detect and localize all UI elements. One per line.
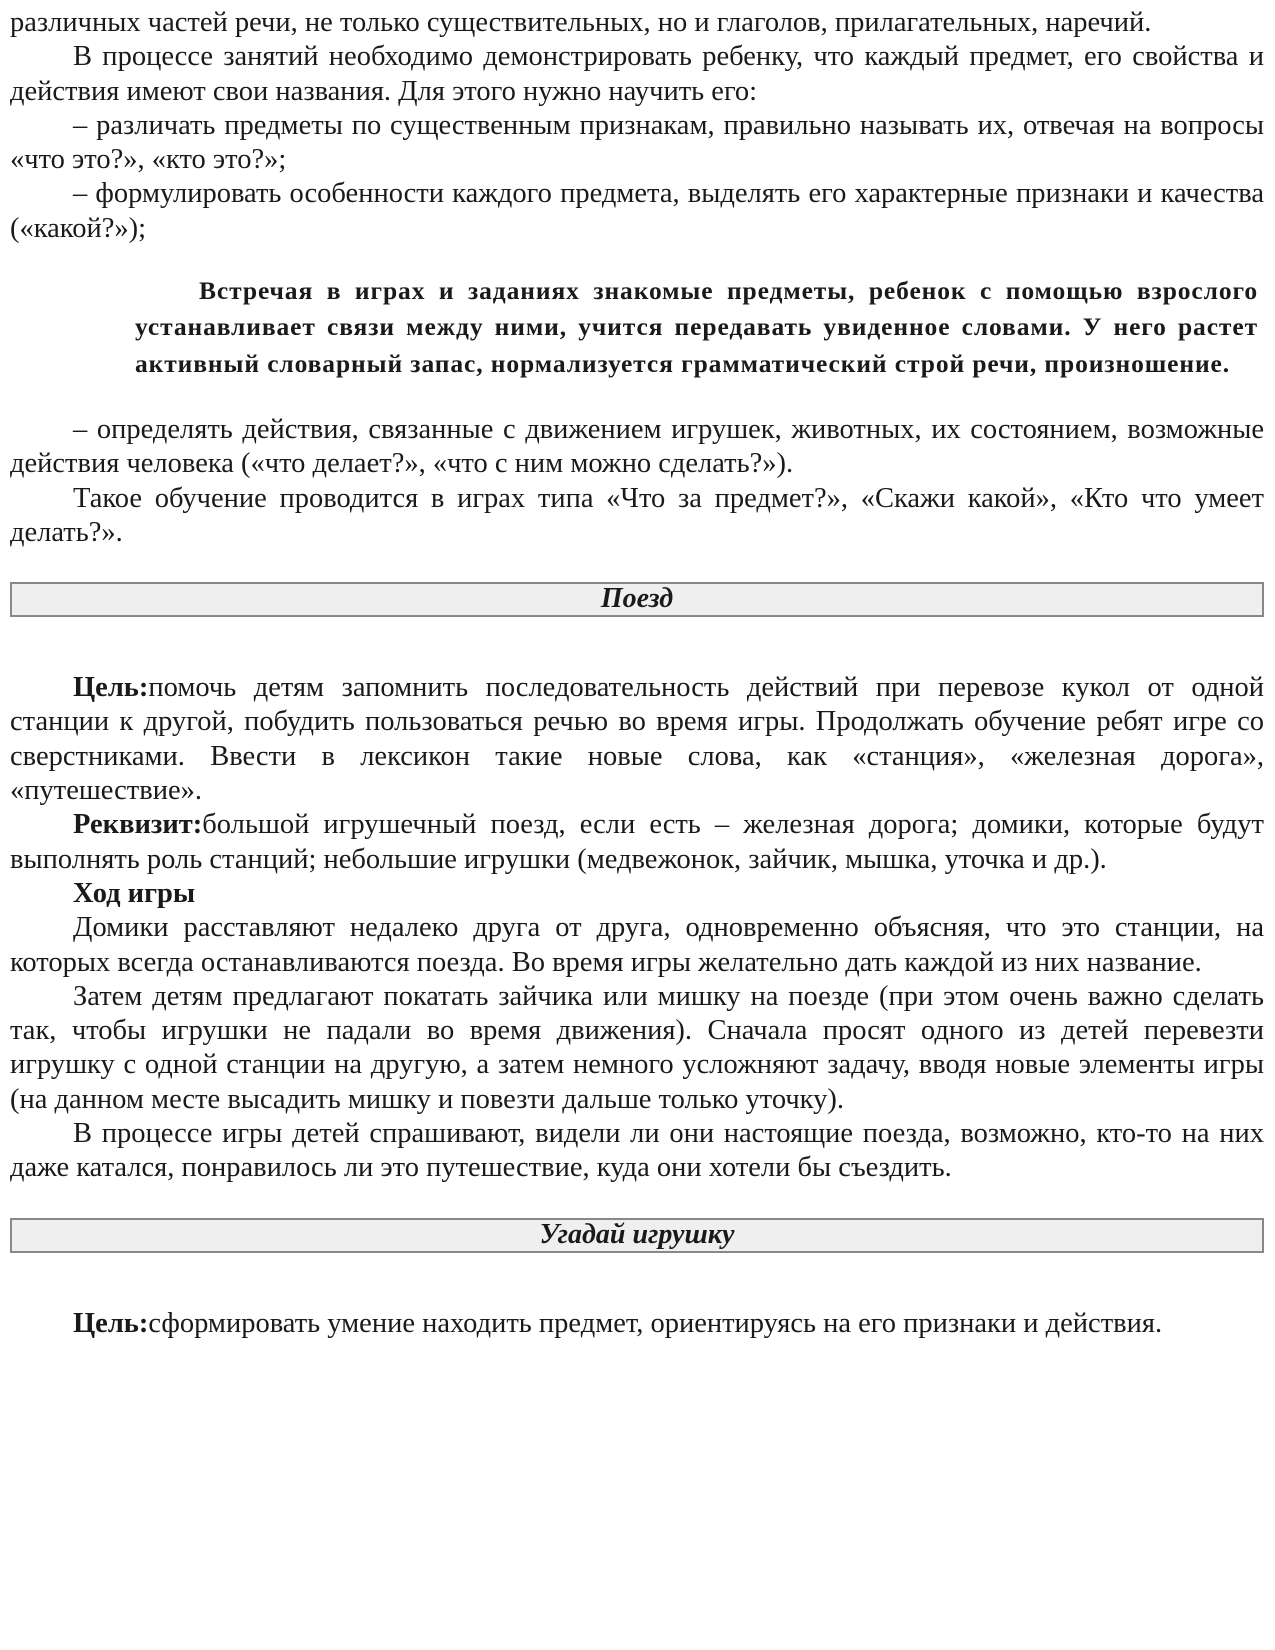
props-text: большой игрушечный поезд, если есть – железная дорога; домики, которые будут выполнять роль станций; небольшие игрушки (медвежонок, зайчик, мышка, уточка и др.).	[10, 809, 1264, 875]
intro-closing-paragraph: Такое обучение проводится в играх типа «Что за предмет?», «Скажи какой», «Кто что умеет делать?».	[10, 482, 1264, 548]
callout-block: Встречая в играх и заданиях знакомые предметы, ребенок с помощью взрослого устанавливает связи между ними, учится передавать увиденное словами. У него растет активный словарный запас, нормализуется грамматический строй речи, произношение.	[135, 276, 1258, 378]
goal-text: сформировать умение находить предмет, ориентируясь на его признаки и действия.	[148, 1307, 1163, 1339]
section-title-poezd: Поезд	[10, 582, 1264, 617]
course-paragraph: В процессе игры детей спрашивают, видели ли они настоящие поезда, возможно, кто-то на них даже катался, понравилось ли это путешествие, куда они хотели бы съездить.	[10, 1118, 1264, 1184]
course-paragraph: Затем детям предлагают покатать зайчика или мишку на поезде (при этом очень важно сделать так, чтобы игрушки не падали во время движения). Сначала просят одного из детей перевезти игрушку с одной станции на другую, а затем немного усложняют задачу, вводя новые элементы игры (на данном месте высадить мишку и повезти дальше только уточку).	[10, 980, 1264, 1115]
list-item: – определять действия, связанные с движением игрушек, животных, их состоянием, возможные действия человека («что делает?», «что с ним можно сделать?»).	[10, 413, 1264, 480]
list-item: – формулировать особенности каждого предмета, выделять его характерные признаки и качества («какой?»);	[10, 178, 1264, 244]
goal-label: Цель:	[73, 1307, 149, 1339]
intro-paragraph: В процессе занятий необходимо демонстрировать ребенку, что каждый предмет, его свойства и действия имеют свои названия. Для этого нужно научить его:	[10, 41, 1264, 107]
intro-continued-paragraph: различных частей речи, не только существительных, но и глаголов, прилагательных, наречий.	[10, 7, 1152, 38]
list-item: – различать предметы по существенным признакам, правильно называть их, отвечая на вопросы «что это?», «кто это?»;	[10, 109, 1264, 176]
course-paragraph: Домики расставляют недалеко друга от друга, одновременно объясняя, что это станции, на которых всегда останавливаются поезда. Во время игры желательно дать каждой из них название.	[10, 912, 1264, 978]
goal-text: помочь детям запомнить последовательность действий при перевозе кукол от одной станции к другой, побудить пользоваться речью во время игры. Продолжать обучение ребят игре со сверстниками. Ввести в лексикон такие новые слова, как «станция», «железная дорога», «путешествие».	[10, 672, 1264, 807]
document-page	[10, 6, 1264, 1341]
course-heading: Ход игры	[73, 877, 196, 909]
goal-label: Цель:	[73, 672, 149, 704]
props-label: Реквизит:	[73, 809, 203, 841]
props-paragraph	[10, 808, 1264, 877]
goal-paragraph	[10, 671, 1264, 808]
section-title-ugaday-igrushku: Угадай игрушку	[10, 1218, 1264, 1253]
goal-paragraph	[10, 1307, 1264, 1341]
